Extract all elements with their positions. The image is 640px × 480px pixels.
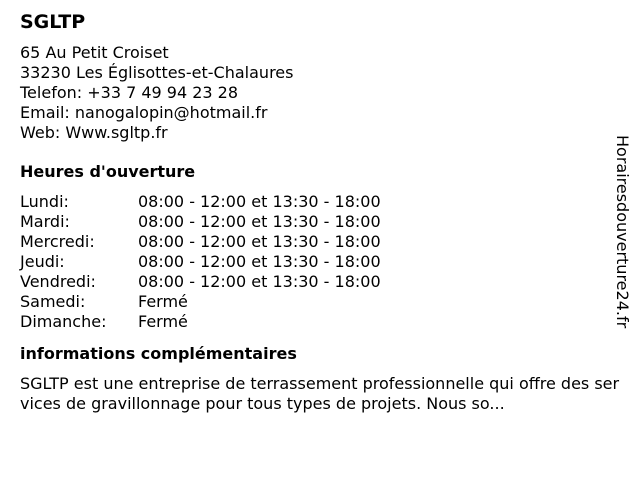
time-value: 08:00 - 12:00 et 13:30 - 18:00 xyxy=(138,212,381,231)
day-label: Jeudi: xyxy=(20,252,65,271)
time-value: 08:00 - 12:00 et 13:30 - 18:00 xyxy=(138,272,381,291)
hours-row-monday xyxy=(20,192,620,212)
day-label: Mercredi: xyxy=(20,232,95,251)
info-heading: informations complémentaires xyxy=(20,344,297,363)
contact-block xyxy=(20,43,620,143)
day-label: Lundi: xyxy=(20,192,69,211)
hours-row-tuesday xyxy=(20,212,620,232)
day-label: Vendredi: xyxy=(20,272,96,291)
day-label: Dimanche: xyxy=(20,312,107,331)
hours-heading: Heures d'ouverture xyxy=(20,162,196,181)
time-value: 08:00 - 12:00 et 13:30 - 18:00 xyxy=(138,252,381,271)
time-value: 08:00 - 12:00 et 13:30 - 18:00 xyxy=(138,232,381,251)
hours-row-friday xyxy=(20,272,620,292)
time-value: Fermé xyxy=(138,292,188,311)
business-name: SGLTP xyxy=(20,11,86,33)
address-city: 33230 Les Églisottes-et-Chalaures xyxy=(20,63,294,82)
opening-hours-table xyxy=(20,192,620,332)
phone-number[interactable]: Telefon: +33 7 49 94 23 28 xyxy=(20,83,239,102)
website-link[interactable]: Web: Www.sgltp.fr xyxy=(20,123,168,142)
time-value: Fermé xyxy=(138,312,188,331)
email-address[interactable]: Email: nanogalopin@hotmail.fr xyxy=(20,103,268,122)
hours-row-wednesday xyxy=(20,232,620,252)
time-value: 08:00 - 12:00 et 13:30 - 18:00 xyxy=(138,192,381,211)
day-label: Samedi: xyxy=(20,292,86,311)
address-street: 65 Au Petit Croiset xyxy=(20,43,169,62)
info-description: SGLTP est une entreprise de terrassement professionnelle qui offre des services de gravillonnage pour tous types de projets. Nous so... xyxy=(20,374,620,413)
site-watermark: Horairesdouverture24.fr xyxy=(613,135,632,329)
hours-row-saturday xyxy=(20,292,620,312)
hours-row-sunday xyxy=(20,312,620,332)
hours-row-thursday xyxy=(20,252,620,272)
business-card xyxy=(20,9,620,414)
day-label: Mardi: xyxy=(20,212,70,231)
